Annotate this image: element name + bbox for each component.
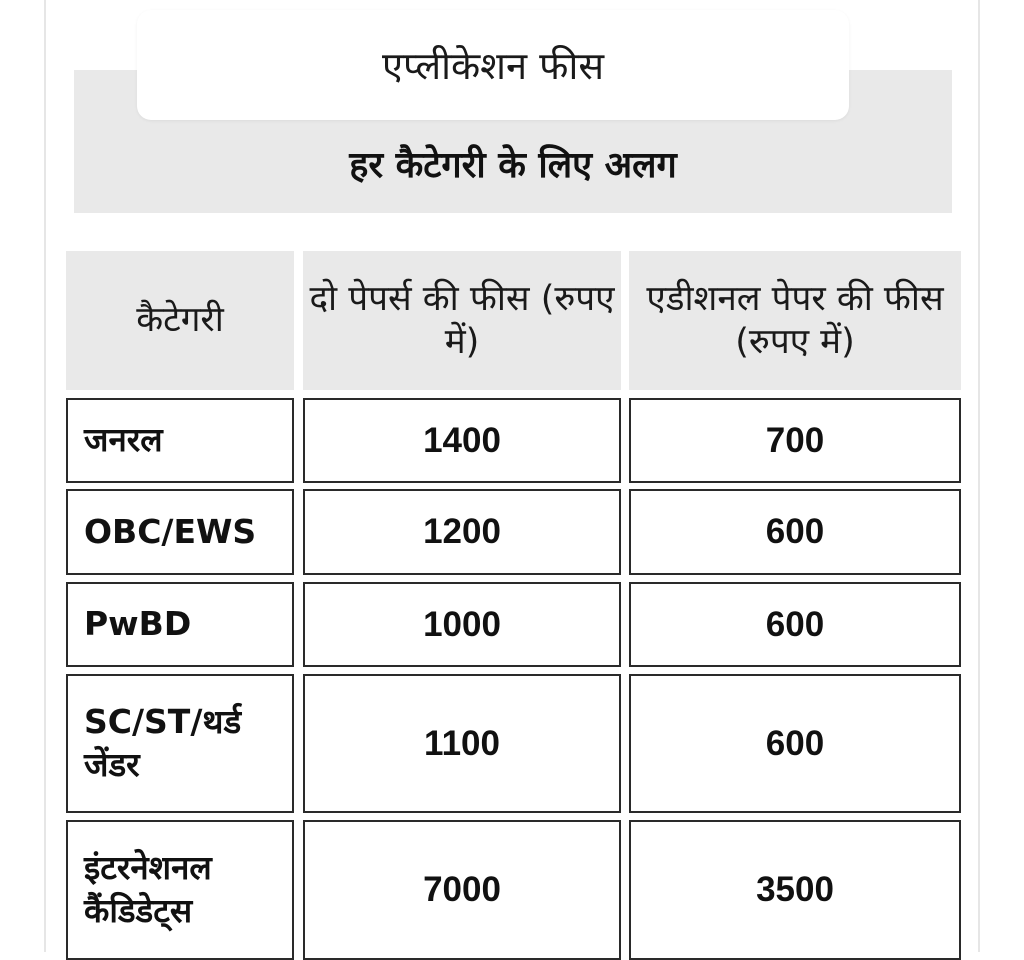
row-5-two-papers-fee: 7000 [303, 820, 621, 960]
header-additional-paper-fee: एडीशनल पेपर की फीस (रुपए में) [629, 251, 961, 390]
row-1-category: जनरल [66, 398, 294, 483]
row-4-category: SC/ST/थर्ड जेंडर [66, 674, 294, 813]
frame-left-border [44, 0, 46, 952]
row-5-category: इंटरनेशनल कैंडिडेट्स [66, 820, 294, 960]
header-category: कैटेगरी [66, 251, 294, 390]
row-3-category: PwBD [66, 582, 294, 667]
row-2-two-papers-fee: 1200 [303, 489, 621, 575]
page-title: एप्लीकेशन फीस [137, 10, 849, 120]
row-3-additional-paper-fee: 600 [629, 582, 961, 667]
frame-right-border [978, 0, 980, 952]
row-5-additional-paper-fee: 3500 [629, 820, 961, 960]
row-4-two-papers-fee: 1100 [303, 674, 621, 813]
row-2-additional-paper-fee: 600 [629, 489, 961, 575]
row-2-category: OBC/EWS [66, 489, 294, 575]
row-3-two-papers-fee: 1000 [303, 582, 621, 667]
row-1-two-papers-fee: 1400 [303, 398, 621, 483]
header-two-papers-fee: दो पेपर्स की फीस (रुपए में) [303, 251, 621, 390]
row-1-additional-paper-fee: 700 [629, 398, 961, 483]
row-4-additional-paper-fee: 600 [629, 674, 961, 813]
page-subtitle: हर कैटेगरी के लिए अलग [349, 144, 677, 186]
